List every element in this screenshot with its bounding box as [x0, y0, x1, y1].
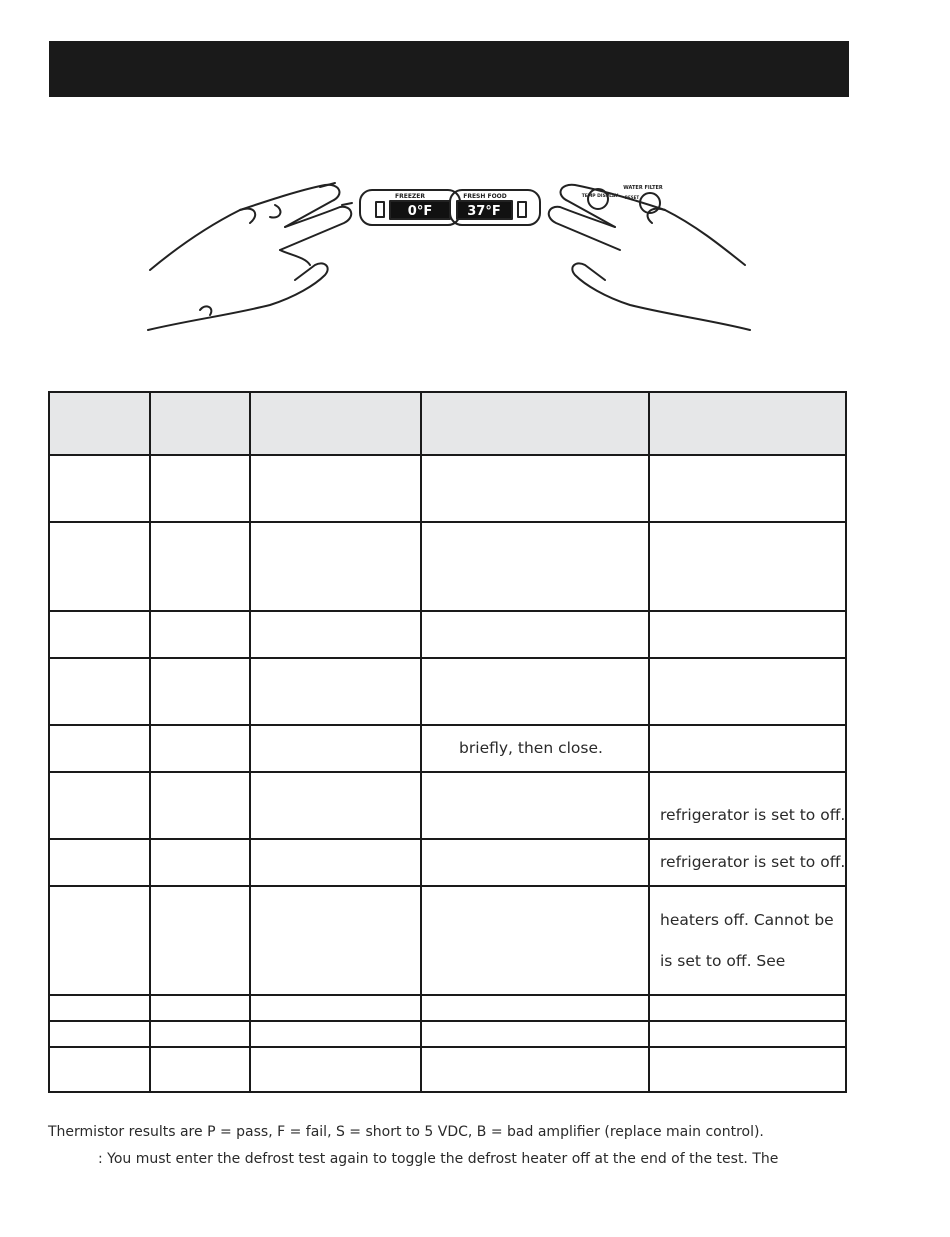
- right-hand-drawing: [549, 185, 750, 330]
- table-row: [49, 522, 846, 611]
- table-cell-line: is set to off. See: [660, 952, 786, 970]
- table-cell: [650, 608, 845, 610]
- table-header-row: [49, 392, 846, 455]
- table-row: [49, 725, 846, 772]
- table-cell: [650, 519, 845, 521]
- table-cell: [650, 655, 845, 657]
- water-filter-label: WATER FILTER: [623, 185, 663, 191]
- freezer-readout: 0°F: [407, 204, 433, 219]
- table-cell: briefly, then close.: [459, 739, 603, 757]
- reset-label: RESET: [624, 195, 640, 200]
- table-cell-line: heaters off. Cannot be: [660, 911, 834, 929]
- freezer-label: FREEZER: [395, 193, 425, 200]
- table-header-cell: [150, 392, 250, 455]
- thermistor-note: Thermistor results are P = pass, F = fail, S = short to 5 VDC, B = bad amplifier (replace main control).: [48, 1124, 764, 1140]
- table-header-cell: [250, 392, 421, 455]
- defrost-note: : You must enter the defrost test again to toggle the defrost heater off at the end of the test. The: [98, 1151, 779, 1167]
- fresh-food-readout: 37°F: [467, 204, 501, 219]
- table-cell: refrigerator is set to off.: [660, 806, 846, 824]
- test-table: [48, 391, 847, 1093]
- table-row: [49, 1021, 846, 1047]
- table-row: [49, 839, 846, 886]
- fresh-food-label: FRESH FOOD: [463, 193, 507, 200]
- table-cell-multiline: [650, 887, 845, 982]
- table-header-cell: [49, 392, 150, 455]
- table-cell: refrigerator is set to off.: [660, 853, 846, 871]
- table-row: [49, 611, 846, 658]
- table-header-cell: [649, 392, 846, 455]
- table-row: [49, 1047, 846, 1092]
- table-cell: [650, 722, 845, 724]
- table-row: [49, 658, 846, 725]
- control-panel-illustration: [120, 165, 780, 345]
- table-row: [49, 455, 846, 522]
- table-row: [49, 772, 846, 839]
- table-header-cell: [421, 392, 649, 455]
- table-row: [49, 995, 846, 1021]
- table-cell: [650, 769, 845, 771]
- temp-display-label: TEMP DISPLAY: [581, 194, 619, 199]
- header-bar: [49, 41, 849, 97]
- left-hand-drawing: [148, 183, 352, 330]
- table-row: [49, 886, 846, 995]
